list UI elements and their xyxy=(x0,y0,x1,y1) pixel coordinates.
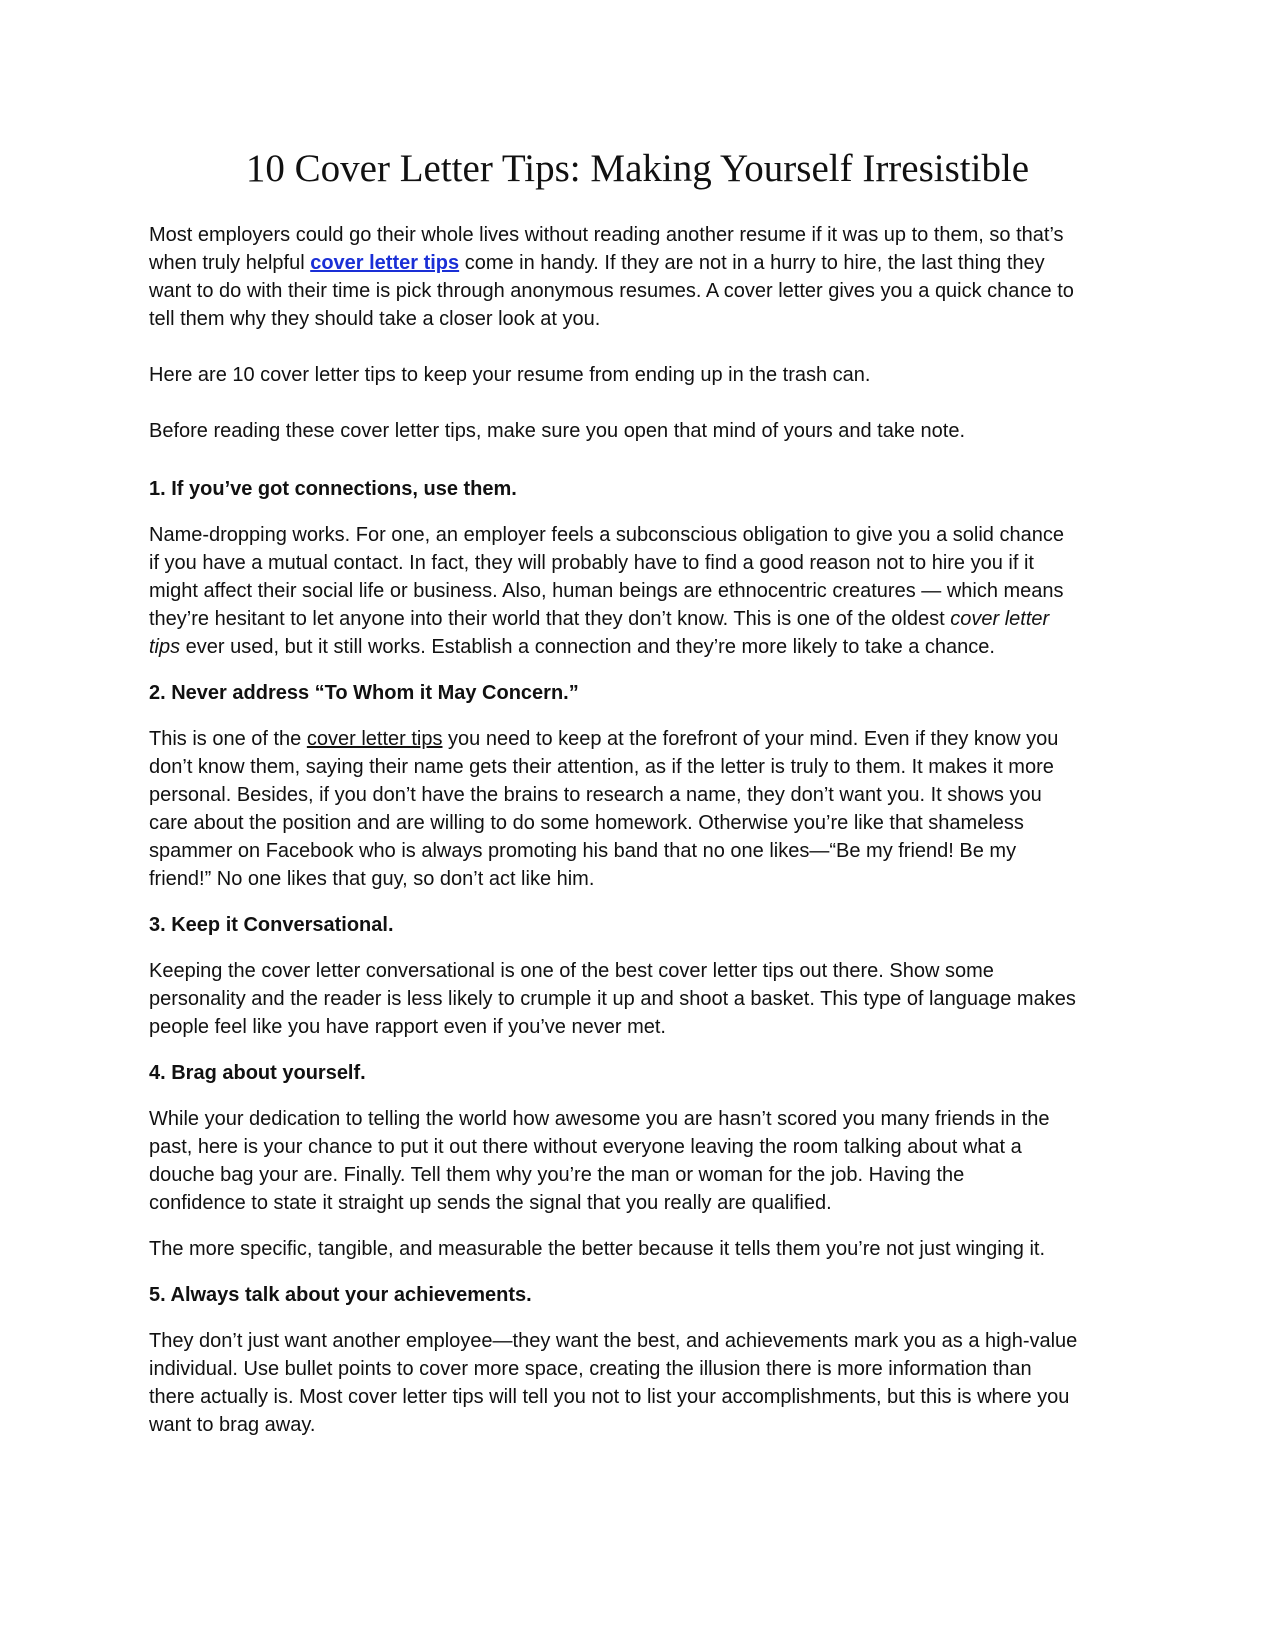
tip-line xyxy=(149,725,1134,753)
paragraph-before-reading: Before reading these cover letter tips, make sure you open that mind of yours and take note. xyxy=(149,420,966,442)
tip-line: people feel like you have rapport even if you’ve never met. xyxy=(149,1016,666,1038)
italic-term: tips xyxy=(149,636,181,658)
italic-term: cover letter xyxy=(950,608,1050,630)
tip-line: past, here is your chance to put it out there without everyone leaving the room talking about what a xyxy=(149,1136,1022,1158)
underlined-term: cover letter tips xyxy=(306,728,443,750)
tip-line: personality and the reader is less likely to crumple it up and shoot a basket. This type of language makes xyxy=(149,988,1076,1010)
tip-line: want to brag away. xyxy=(149,1414,316,1436)
intro-paragraph xyxy=(149,221,1134,333)
tip-text: they’re hesitant to let anyone into their world that they don’t know. This is one of the oldest xyxy=(149,608,951,630)
page-title: 10 Cover Letter Tips: Making Yourself Irresistible xyxy=(245,147,1030,190)
intro-text: when truly helpful xyxy=(149,252,311,274)
tip-line xyxy=(149,605,1134,633)
tip-3-paragraph xyxy=(149,957,1134,1041)
tip-line: might affect their social life or business. Also, human beings are ethnocentric creatures — which means xyxy=(149,580,1064,602)
intro-line: tell them why they should take a closer look at you. xyxy=(149,308,601,330)
tip-1-paragraph xyxy=(149,521,1134,661)
tip-line: While your dedication to telling the world how awesome you are hasn’t scored you many friends in the xyxy=(149,1108,1050,1130)
tip-5-paragraph xyxy=(149,1327,1134,1439)
tip-4-followup-paragraph: The more specific, tangible, and measurable the better because it tells them you’re not just winging it. xyxy=(149,1238,1046,1260)
paragraph-tips-intro: Here are 10 cover letter tips to keep your resume from ending up in the trash can. xyxy=(149,364,871,386)
tip-line: They don’t just want another employee—they want the best, and achievements mark you as a high-value xyxy=(149,1330,1078,1352)
cover-letter-tips-link[interactable]: cover letter tips xyxy=(310,252,460,274)
tip-2-paragraph xyxy=(149,725,1134,893)
article-body xyxy=(149,221,1134,1439)
intro-line: want to do with their time is pick through anonymous resumes. A cover letter gives you a quick chance to xyxy=(149,280,1074,302)
tip-text: ever used, but it still works. Establish a connection and they’re more likely to take a chance. xyxy=(180,636,995,658)
intro-text: come in handy. If they are not in a hurry to hire, the last thing they xyxy=(459,252,1045,274)
tip-line: individual. Use bullet points to cover more space, creating the illusion there is more information than xyxy=(149,1358,1032,1380)
tip-line: don’t know them, saying their name gets their attention, as if the letter is truly to them. It makes it more xyxy=(149,756,1054,778)
tip-line: there actually is. Most cover letter tips will tell you not to list your accomplishments, but this is where you xyxy=(149,1386,1070,1408)
tip-line: care about the position and are willing to do some homework. Otherwise you’re like that shameless xyxy=(149,812,1024,834)
tip-line: confidence to state it straight up sends the signal that you really are qualified. xyxy=(149,1192,832,1214)
tip-1-heading: 1. If you’ve got connections, use them. xyxy=(149,478,517,500)
tip-line: friend!” No one likes that guy, so don’t act like him. xyxy=(149,868,595,890)
tip-5-heading: 5. Always talk about your achievements. xyxy=(149,1284,532,1306)
tip-2-heading: 2. Never address “To Whom it May Concern.” xyxy=(149,682,579,704)
tip-text: This is one of the xyxy=(149,728,307,750)
tip-line: Keeping the cover letter conversational is one of the best cover letter tips out there. Show some xyxy=(149,960,994,982)
intro-line xyxy=(149,249,1134,277)
tip-line: spammer on Facebook who is always promoting his band that no one likes—“Be my friend! Be my xyxy=(149,840,1017,862)
tip-line xyxy=(149,633,1134,661)
tip-3-heading: 3. Keep it Conversational. xyxy=(149,914,394,936)
tip-line: Name-dropping works. For one, an employer feels a subconscious obligation to give you a solid chance xyxy=(149,524,1064,546)
tip-line: if you have a mutual contact. In fact, they will probably have to find a good reason not to hire you if it xyxy=(149,552,1034,574)
tip-4-heading: 4. Brag about yourself. xyxy=(149,1062,366,1084)
tip-text: you need to keep at the forefront of your mind. Even if they know you xyxy=(442,728,1059,750)
tip-line: personal. Besides, if you don’t have the brains to research a name, they don’t want you. It shows you xyxy=(149,784,1042,806)
intro-line: Most employers could go their whole lives without reading another resume if it was up to them, so that’s xyxy=(149,224,1064,246)
tip-line: douche bag your are. Finally. Tell them why you’re the man or woman for the job. Having the xyxy=(149,1164,965,1186)
tip-4-paragraph xyxy=(149,1105,1134,1217)
